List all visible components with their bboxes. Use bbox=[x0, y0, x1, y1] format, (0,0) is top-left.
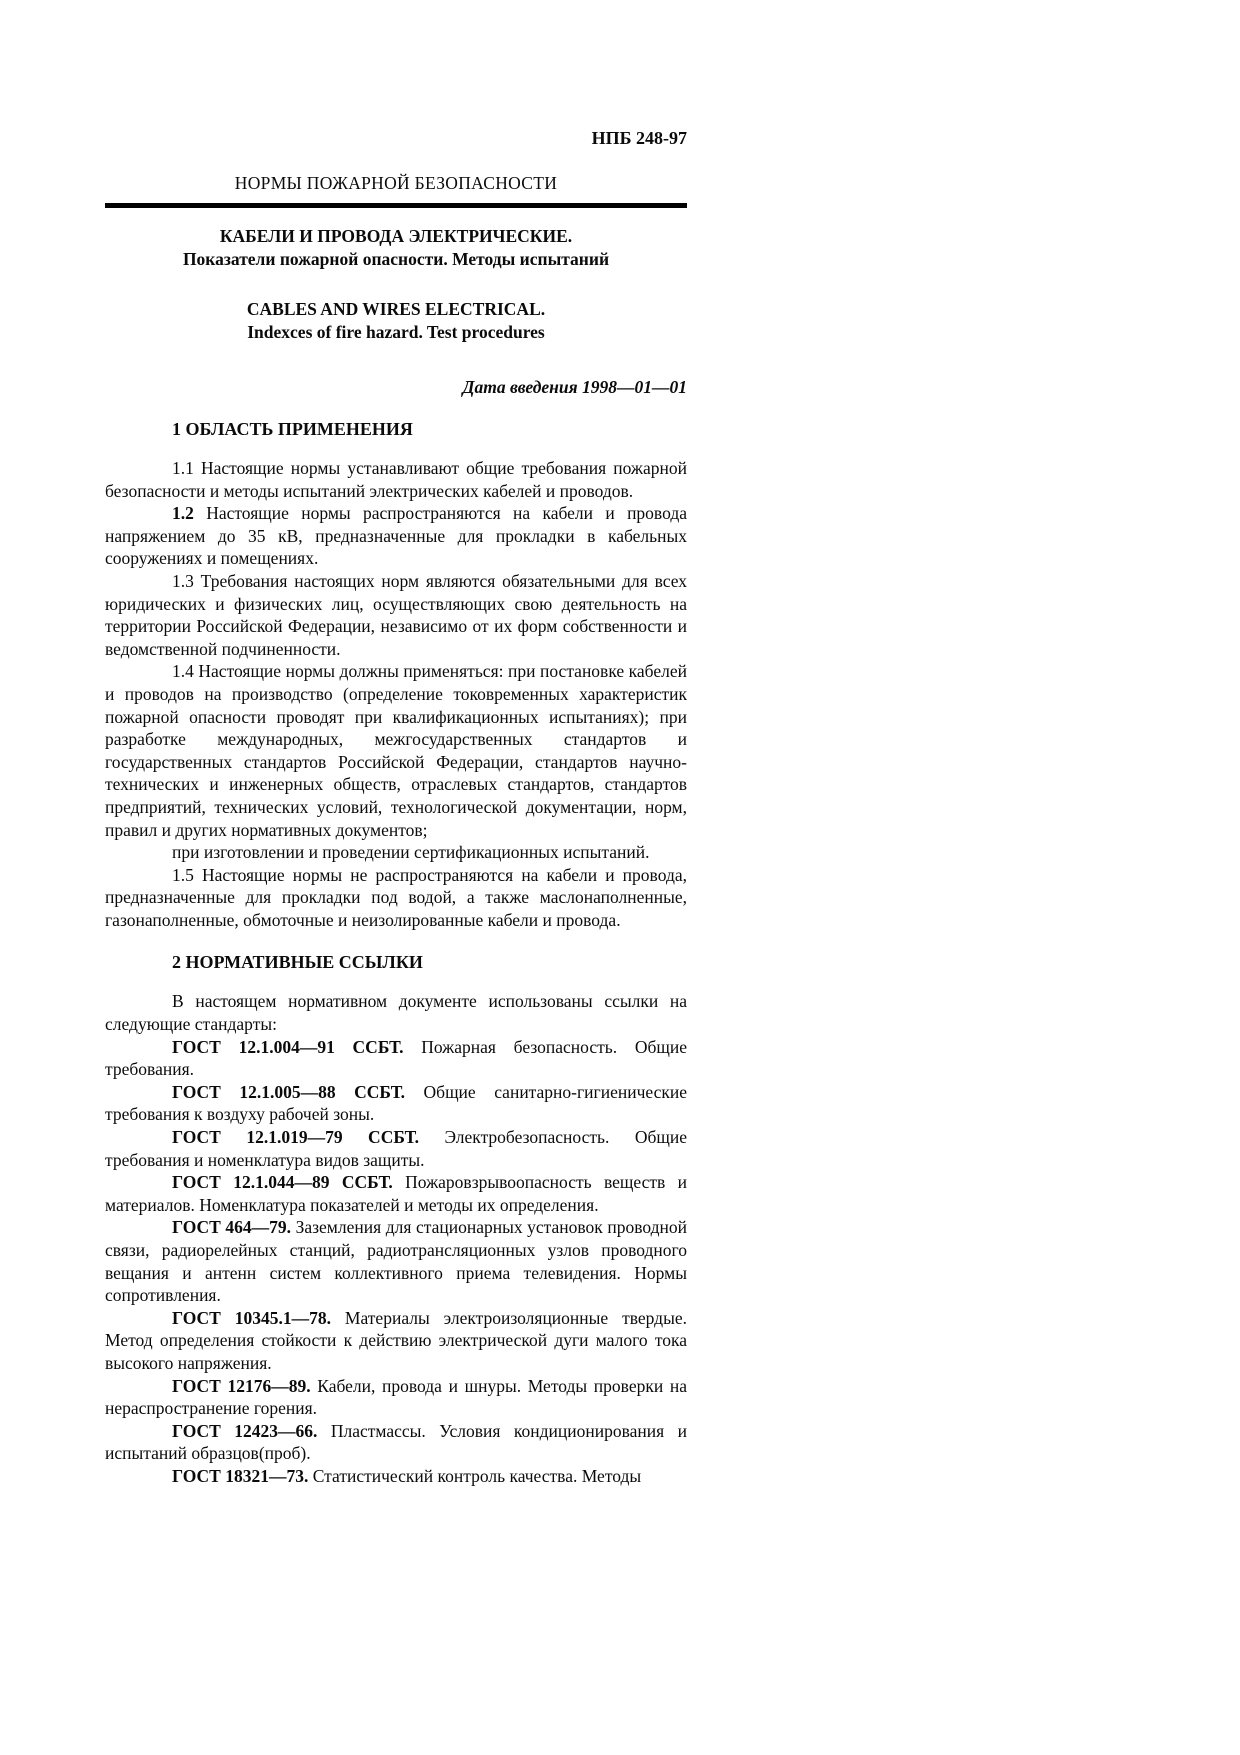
title-english-line1: CABLES AND WIRES ELECTRICAL. bbox=[246, 299, 546, 319]
gost-reference-2 bbox=[105, 1081, 687, 1126]
gost-reference-5 bbox=[105, 1216, 687, 1306]
gost-reference-8-code: ГОСТ 12423—66. bbox=[172, 1420, 318, 1441]
paragraph-1-2 bbox=[105, 502, 687, 570]
paragraph-1-1 bbox=[105, 457, 687, 502]
paragraph-1-5 bbox=[105, 864, 687, 932]
paragraph-1-2-text: Настоящие нормы распространяются на кабели и провода напряжением до 35 кВ, предназначенные для прокладки в кабельных сооружениях и помещениях. bbox=[105, 503, 687, 569]
gost-reference-9-text: Статистический контроль качества. Методы bbox=[308, 1465, 642, 1486]
paragraph-1-4-text: 1.4 Настоящие нормы должны применяться: при постановке кабелей и проводов на производство (определение токовременных характеристик пожарной опасности проводят при квалификационных испытаниях); при разработке международных, межгосударственных стандартов и государственных стандартов Российской Федерации, стандартов научно-технических и инженерных обществ, отраслевых стандартов, стандартов предприятий, технических условий, технологической документации, норм, правил и других нормативных документов; bbox=[105, 661, 687, 840]
paragraph-1-5-text: 1.5 Настоящие нормы не распространяются на кабели и провода, предназначенные для прокладки под водой, а также маслонаполненные, газонаполненные, обмоточные и неизолированные кабели и провода. bbox=[105, 864, 687, 930]
gost-reference-1-text: Пожарная безопасность. Общие требования. bbox=[105, 1036, 687, 1080]
gost-reference-2-code: ГОСТ 12.1.005—88 ССБТ. bbox=[172, 1081, 406, 1102]
gost-reference-8 bbox=[105, 1420, 687, 1465]
title-russian bbox=[105, 225, 687, 271]
paragraph-1-1-text: 1.1 Настоящие нормы устанавливают общие требования пожарной безопасности и методы испытаний электрических кабелей и проводов. bbox=[105, 458, 687, 501]
gost-reference-9-code: ГОСТ 18321—73. bbox=[172, 1465, 309, 1486]
title-russian-line1: КАБЕЛИ И ПРОВОДА ЭЛЕКТРИЧЕСКИЕ. bbox=[219, 226, 573, 246]
gost-reference-2-text: Общие санитарно-гигиенические требования к воздуху рабочей зоны. bbox=[105, 1081, 687, 1125]
gost-reference-3-code: ГОСТ 12.1.019—79 ССБТ. bbox=[172, 1127, 419, 1148]
title-english bbox=[105, 298, 687, 344]
title-russian-line2: Показатели пожарной опасности. Методы испытаний bbox=[182, 249, 610, 269]
gost-reference-4 bbox=[105, 1171, 687, 1216]
gost-reference-6 bbox=[105, 1307, 687, 1375]
paragraph-1-4b-text: при изготовлении и проведении сертификационных испытаний. bbox=[172, 842, 650, 863]
paragraph-1-3 bbox=[105, 570, 687, 660]
gost-reference-3-text: Электробезопасность. Общие требования и номенклатура видов защиты. bbox=[105, 1127, 688, 1170]
document-header: НОРМЫ ПОЖАРНОЙ БЕЗОПАСНОСТИ bbox=[234, 173, 558, 193]
paragraph-1-3-text: 1.3 Требования настоящих норм являются обязательными для всех юридических и физических лиц, осуществляющих свою деятельность на территории Российской Федерации, независимо от их форм собственности и ведомственной подчиненности. bbox=[105, 570, 687, 659]
gost-reference-9 bbox=[105, 1465, 687, 1488]
gost-reference-7-text: Кабели, провода и шнуры. Методы проверки на нераспространение горения. bbox=[105, 1375, 687, 1419]
paragraph-1-4 bbox=[105, 660, 687, 841]
document-content bbox=[105, 128, 687, 1488]
section-2-intro: В настоящем нормативном документе использованы ссылки на следующие стандарты: bbox=[105, 991, 687, 1035]
paragraph-1-2-lead: 1.2 bbox=[172, 503, 194, 524]
gost-reference-1-code: ГОСТ 12.1.004—91 ССБТ. bbox=[172, 1036, 404, 1057]
paragraph-1-4-continuation bbox=[105, 841, 687, 864]
header-rule bbox=[105, 203, 687, 208]
doc-code: НПБ 248-97 bbox=[591, 128, 687, 148]
gost-reference-7-code: ГОСТ 12176—89. bbox=[172, 1375, 311, 1396]
section-2-heading: 2 НОРМАТИВНЫЕ ССЫЛКИ bbox=[172, 952, 423, 973]
gost-reference-1 bbox=[105, 1036, 687, 1081]
gost-reference-8-text: Пластмассы. Условия кондиционирования и испытаний образцов(проб). bbox=[105, 1420, 687, 1464]
gost-reference-3 bbox=[105, 1126, 687, 1171]
gost-reference-4-code: ГОСТ 12.1.044—89 ССБТ. bbox=[172, 1172, 393, 1193]
effective-date: Дата введения 1998—01—01 bbox=[462, 377, 687, 397]
gost-reference-6-text: Материалы электроизоляционные твердые. Метод определения стойкости к действию электрической дуги малого тока высокого напряжения. bbox=[105, 1307, 687, 1373]
gost-reference-5-code: ГОСТ 464—79. bbox=[172, 1217, 292, 1238]
gost-reference-6-code: ГОСТ 10345.1—78. bbox=[172, 1307, 331, 1328]
section-1-heading: 1 ОБЛАСТЬ ПРИМЕНЕНИЯ bbox=[172, 419, 413, 439]
gost-reference-4-text: Пожаровзрывоопасность веществ и материалов. Номенклатура показателей и методы их определения. bbox=[105, 1172, 687, 1215]
gost-reference-7 bbox=[105, 1375, 687, 1420]
gost-reference-5-text: Заземления для стационарных установок проводной связи, радиорелейных станций, радиотрансляционных узлов проводного вещания и антенн систем коллективного приема телевидения. Нормы сопротивления. bbox=[105, 1217, 688, 1306]
title-english-line2: Indexces of fire hazard. Test procedures bbox=[247, 322, 545, 342]
